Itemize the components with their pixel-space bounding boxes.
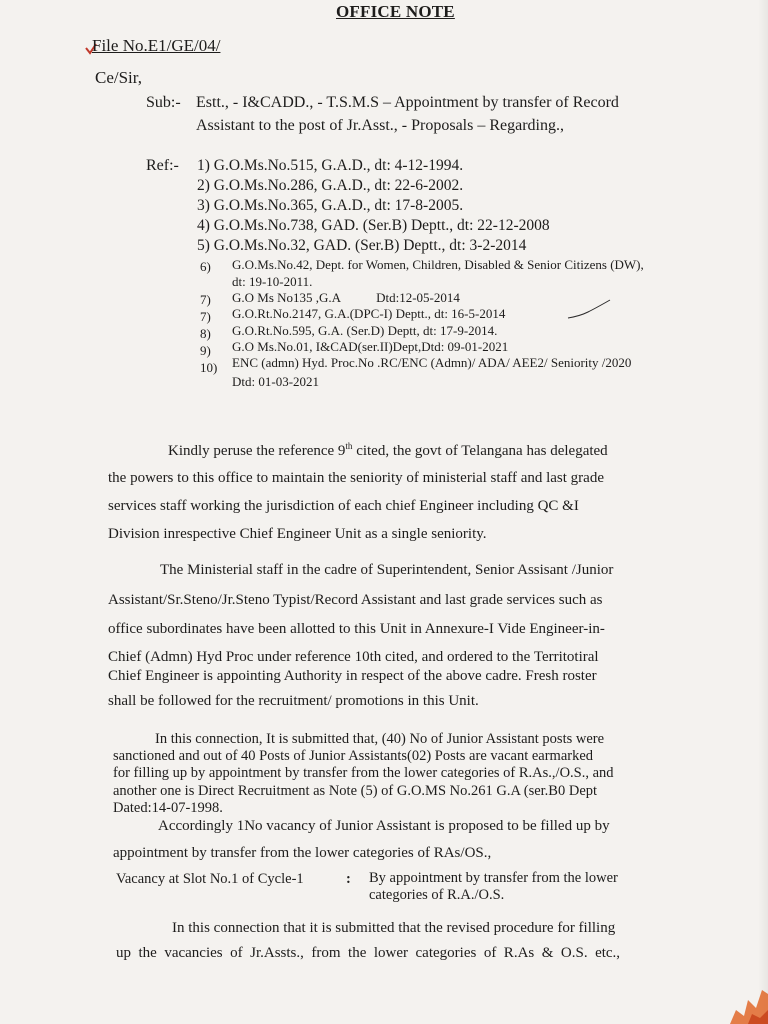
- reference-number: 8): [200, 326, 211, 341]
- reference-item: 3) G.O.Ms.No.365, G.A.D., dt: 17-8-2005.: [197, 197, 464, 214]
- vacancy-colon: :: [346, 871, 351, 887]
- reference-item: G.O.Rt.No.595, G.A. (Ser.D) Deptt, dt: 17-9-2014.: [232, 323, 498, 338]
- paragraph-line: In this connection, It is submitted that, (40) No of Junior Assistant posts were: [155, 731, 605, 747]
- paragraph-text: Kindly peruse the reference 9: [168, 443, 346, 459]
- subject-label: Sub:-: [146, 94, 181, 111]
- salutation: Ce/Sir,: [95, 68, 143, 87]
- reference-item-continued: dt: 19-10-2011.: [232, 274, 313, 289]
- reference-item-continued: Dtd: 01-03-2021: [232, 374, 320, 389]
- paragraph-line: the powers to this office to maintain the seniority of ministerial staff and last grade: [108, 470, 604, 486]
- file-number: File No.E1/GE/04/: [92, 36, 221, 55]
- vacancy-value-line-2: categories of R.A./O.S.: [369, 887, 505, 903]
- subject-line-2: Assistant to the post of Jr.Asst., - Proposals – Regarding.,: [196, 117, 564, 134]
- reference-item: 5) G.O.Ms.No.32, GAD. (Ser.B) Deptt., dt: 3-2-2014: [197, 237, 527, 254]
- paragraph-line: services staff working the jurisdiction of each chief Engineer including QC &I: [108, 498, 579, 514]
- paragraph-line: Chief (Admn) Hyd Proc under reference 10th cited, and ordered to the Territotiral: [108, 649, 599, 665]
- paragraph-line: office subordinates have been allotted to this Unit in Annexure-I Vide Engineer-in-: [108, 621, 605, 637]
- reference-number: 7): [200, 309, 211, 324]
- paragraph-line: In this connection that it is submitted that the revised procedure for filling: [172, 920, 616, 936]
- superscript: th: [345, 441, 353, 451]
- reference-item: G.O.Ms.No.42, Dept. for Women, Children, Disabled & Senior Citizens (DW),: [232, 257, 644, 272]
- paragraph-line: Division inrespective Chief Engineer Unit as a single seniority.: [108, 526, 487, 542]
- vacancy-value-line-1: By appointment by transfer from the lower: [369, 870, 618, 886]
- reference-item: G.O Ms No135 ,G.A Dtd:12-05-2014: [232, 290, 460, 305]
- references-label: Ref:-: [146, 157, 179, 174]
- paragraph-line: another one is Direct Recruitment as Note (5) of G.O.MS No.261 G.A (ser.B0 Dept: [113, 783, 598, 799]
- paragraph-line: Accordingly 1No vacancy of Junior Assistant is proposed to be filled up by: [158, 818, 610, 834]
- reference-item: 2) G.O.Ms.No.286, G.A.D., dt: 22-6-2002.: [197, 177, 464, 194]
- page-title: OFFICE NOTE: [336, 2, 455, 21]
- reference-number: 7): [200, 292, 211, 307]
- paragraph-line: Chief Engineer is appointing Authority in respect of the above cadre. Fresh roster: [108, 668, 597, 684]
- paragraph-line: Assistant/Sr.Steno/Jr.Steno Typist/Record Assistant and last grade services such as: [108, 592, 603, 608]
- reference-item: 4) G.O.Ms.No.738, GAD. (Ser.B) Deptt., dt: 22-12-2008: [197, 217, 550, 234]
- paper-stain-mark: [690, 980, 768, 1024]
- paragraph-text: cited, the govt of Telangana has delegated: [352, 443, 608, 459]
- reference-number: 6): [200, 259, 211, 274]
- paragraph-line: Dated:14-07-1998.: [113, 800, 223, 816]
- page-edge-shadow: [758, 0, 768, 1024]
- reference-item: G.O Ms.No.01, I&CAD(ser.II)Dept,Dtd: 09-01-2021: [232, 339, 509, 354]
- reference-item: G.O.Rt.No.2147, G.A.(DPC-I) Deptt., dt: 16-5-2014: [232, 306, 506, 321]
- paragraph-line: sanctioned and out of 40 Posts of Junior Assistants(02) Posts are vacant earmarked: [113, 748, 594, 764]
- reference-item: 1) G.O.Ms.No.515, G.A.D., dt: 4-12-1994.: [197, 157, 464, 174]
- pen-mark-icon: [566, 298, 612, 322]
- paragraph-line: shall be followed for the recruitment/ promotions in this Unit.: [108, 693, 479, 709]
- paragraph-line: The Ministerial staff in the cadre of Superintendent, Senior Assisant /Junior: [160, 562, 614, 578]
- reference-number: 9): [200, 343, 211, 358]
- reference-item: ENC (admn) Hyd. Proc.No .RC/ENC (Admn)/ ADA/ AEE2/ Seniority /2020: [232, 355, 632, 370]
- paragraph-line: up the vacancies of Jr.Assts., from the lower categories of R.As & O.S. etc.,: [116, 945, 621, 961]
- subject-line-1: Estt., - I&CADD., - T.S.M.S – Appointment by transfer of Record: [196, 94, 619, 111]
- paragraph-line: appointment by transfer from the lower categories of RAs/OS.,: [113, 845, 492, 861]
- paragraph-1-line-1: [168, 441, 608, 460]
- paragraph-line: for filling up by appointment by transfer from the lower categories of R.As.,/O.S., and: [113, 765, 614, 781]
- vacancy-label: Vacancy at Slot No.1 of Cycle-1: [116, 871, 304, 887]
- reference-number: 10): [200, 360, 218, 375]
